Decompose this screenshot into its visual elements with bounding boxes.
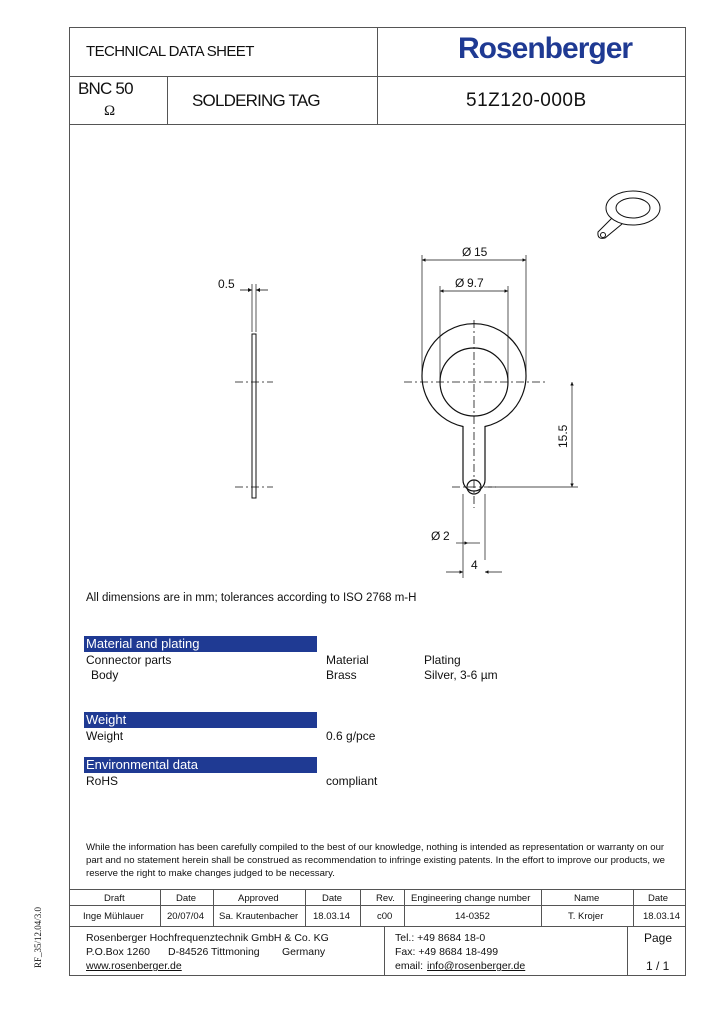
tb-ecn: 14-0352 — [455, 911, 490, 922]
part-number: 51Z120-000B — [466, 90, 587, 111]
material-row-plating: Silver, 3-6 µm — [424, 668, 498, 682]
tb-header-ecn: Engineering change number — [411, 893, 531, 904]
product-name: SOLDERING TAG — [192, 91, 320, 110]
tb-draft: Inge Mühlauer — [83, 911, 144, 922]
tb-div-6 — [541, 889, 542, 926]
company-name: Rosenberger Hochfrequenztechnik GmbH & Co. KG — [86, 932, 329, 944]
label-outer-diameter: 15 — [474, 245, 488, 259]
tb-header-date1: Date — [176, 893, 197, 904]
label-outer-diameter-symbol: Ø — [462, 245, 472, 259]
material-col-material: Material — [326, 653, 369, 667]
weight-value: 0.6 g/pce — [326, 729, 376, 743]
weight-label: Weight — [86, 729, 124, 743]
environment-section-title: Environmental data — [84, 757, 317, 773]
label-tab-width: 4 — [471, 558, 478, 572]
tb-name: T. Krojer — [568, 911, 604, 922]
title-block-header-line — [69, 905, 686, 906]
brand-logo: Rosenberger — [458, 32, 633, 65]
company-country: Germany — [282, 946, 326, 958]
tb-header-approved: Approved — [238, 893, 279, 904]
email-link[interactable]: info@rosenberger.de — [427, 960, 526, 972]
footer-div-2 — [627, 926, 628, 976]
tb-header-draft: Draft — [104, 893, 125, 904]
tb-header-date2: Date — [322, 893, 343, 904]
tolerance-note: All dimensions are in mm; tolerances according to ISO 2768 m-H — [86, 592, 417, 604]
label-hole-diameter: 2 — [443, 529, 450, 543]
doc-type: TECHNICAL DATA SHEET — [86, 43, 254, 60]
company-pobox: P.O.Box 1260 — [86, 946, 151, 958]
email-label: email: — [395, 960, 424, 972]
weight-section-title: Weight — [84, 712, 317, 728]
side-code: RF_35/12.04/3.0 — [33, 906, 43, 968]
tb-rev: c00 — [377, 911, 393, 922]
footer-div-1 — [384, 926, 385, 976]
rohs-value: compliant — [326, 774, 378, 788]
tb-div-1 — [160, 889, 161, 926]
website-link[interactable]: www.rosenberger.de — [86, 960, 182, 972]
tb-div-4 — [360, 889, 361, 926]
company-city: D-84526 Tittmoning — [168, 946, 260, 958]
rohs-label: RoHS — [86, 774, 119, 788]
phone: Tel.: +49 8684 18-0 — [395, 932, 486, 944]
label-inner-diameter-symbol: Ø — [455, 276, 465, 290]
label-thickness: 0.5 — [218, 277, 235, 291]
tb-div-2 — [213, 889, 214, 926]
tb-div-5 — [404, 889, 405, 926]
label-hole-diameter-symbol: Ø — [431, 529, 441, 543]
page-label: Page — [644, 931, 673, 945]
label-inner-diameter: 9.7 — [467, 276, 484, 290]
material-col-part: Connector parts — [86, 653, 172, 667]
label-length: 15.5 — [556, 424, 570, 448]
tb-date3: 18.03.14 — [643, 911, 680, 922]
material-row-material: Brass — [326, 668, 357, 682]
page-number: 1 / 1 — [646, 959, 670, 973]
series-ohm: Ω — [104, 103, 116, 119]
dim-outer-diameter — [422, 255, 526, 380]
material-col-plating: Plating — [424, 653, 461, 667]
material-section-title: Material and plating — [84, 636, 317, 652]
tb-header-date3: Date — [648, 893, 669, 904]
title-block-bottom — [69, 926, 686, 927]
tb-header-rev: Rev. — [376, 893, 395, 904]
title-block-top — [69, 889, 686, 890]
material-row-part: Body — [91, 668, 119, 682]
tb-date1: 20/07/04 — [167, 911, 204, 922]
tb-header-name: Name — [574, 893, 600, 904]
isometric-view — [598, 191, 660, 238]
series-name: BNC 50 — [78, 79, 133, 98]
fax: Fax: +49 8684 18-499 — [395, 946, 499, 958]
disclaimer: While the information has been carefully compiled to the best of our knowledge, nothing is intended as representation or warranty on our part and no statement herein shall be construed as recommendation to infringe existing patents. In the effort to improve our products, we reserve the right to make changes judged to be necessary. — [86, 842, 665, 879]
side-view — [235, 284, 273, 498]
tb-div-7 — [633, 889, 634, 926]
tb-date2: 18.03.14 — [313, 911, 350, 922]
tb-div-3 — [305, 889, 306, 926]
tb-approved: Sa. Krautenbacher — [219, 911, 299, 922]
